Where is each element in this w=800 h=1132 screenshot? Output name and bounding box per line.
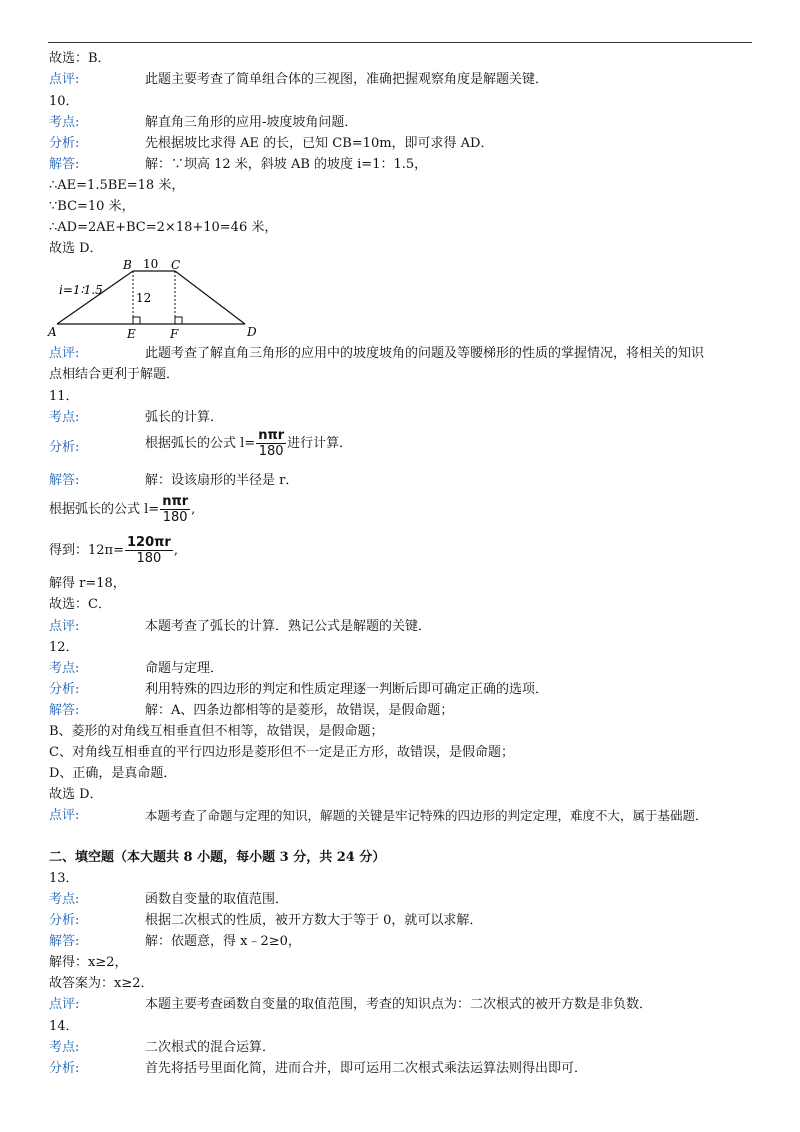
q11-step2-post: , [173,543,178,558]
q13-step: 故答案为：x≥2． [49,976,154,991]
point-label-e: E [127,327,136,341]
q11-step1-pre: 根据弧长的公式 l= [49,502,160,517]
q11-step2-pre: 得到：12π= [49,543,124,558]
point-label-d: D [247,325,257,339]
point-label-f: F [170,327,179,341]
point-label-b: B [123,258,132,272]
q13-topic: 函数自变量的取值范围． [145,892,289,907]
q10-topic: 解直角三角形的应用-坡度坡角问题． [145,115,358,130]
q14-topic: 二次根式的混合运算． [145,1040,276,1055]
q11-step2 [49,535,178,566]
q13-number: 13． [49,871,79,886]
q12-step: 故选 D． [49,787,103,802]
q9-comment-label: 点评: [49,72,80,87]
q14-analysis-label: 分析: [49,1061,80,1076]
q12-solution: 解：A、四条边都相等的是菱形，故错误，是假命题； [145,703,454,718]
q11-analysis-label: 分析: [49,440,80,455]
q10-step: ∴AD=2AE+BC=2×18+10=46 米， [49,220,278,235]
q13-solution: 解：依题意，得 x﹣2≥0， [145,934,301,949]
q11-comment: 本题考查了弧长的计算．熟记公式是解题的关键． [145,619,432,634]
q12-topic: 命题与定理． [145,661,224,676]
q10-step: 故选 D． [49,241,103,256]
q10-topic-label: 考点: [49,115,80,130]
q11-solution-label: 解答: [49,473,80,488]
q10-step: ∵BC=10 米， [49,199,135,214]
q13-step: 解得：x≥2， [49,955,128,970]
q12-step: D、正确，是真命题． [49,766,177,781]
top-rule [48,42,752,43]
q12-analysis-label: 分析: [49,682,80,697]
q10-number: 10． [49,94,79,109]
q12-step: C、对角线互相垂直的平行四边形是菱形但不一定是正方形，故错误，是假命题； [49,745,514,760]
top-length-label: 10 [143,257,159,271]
q9-answer: 故选：B． [49,51,111,66]
formula-numerator: 120πr [126,535,171,550]
q12-analysis: 利用特殊的四边形的判定和性质定理逐一判断后即可确定正确的选项． [145,682,549,697]
point-label-a: A [48,325,57,339]
point-label-c: C [171,258,181,272]
q13-solution-label: 解答: [49,934,80,949]
formula-numerator: nπr [258,428,285,443]
q10-solution: 解：∵坝高 12 米，斜坡 AB 的坡度 i=1：1.5， [145,157,428,172]
q13-comment: 本题主要考查函数自变量的取值范围，考查的知识点为：二次根式的被开方数是非负数． [145,997,653,1012]
q10-analysis-label: 分析: [49,136,80,151]
q11-topic: 弧长的计算． [145,410,224,425]
q10-step: ∴AE=1.5BE=18 米， [49,178,185,193]
q12-step: B、菱形的对角线互相垂直但不相等，故错误，是假命题； [49,724,384,739]
q12-topic-label: 考点: [49,661,80,676]
q14-topic-label: 考点: [49,1040,80,1055]
q11-solution: 解：设该扇形的半径是 r． [145,473,299,488]
q11-step4: 故选：C． [49,597,111,612]
q10-comment-cont: 点相结合更利于解题． [49,367,180,382]
q13-comment-label: 点评: [49,997,80,1012]
slope-label: i=1∶1.5 [59,283,103,297]
q11-analysis-pre: 根据弧长的公式 l= [145,436,256,451]
formula-denominator: 180 [136,551,162,566]
q11-comment-label: 点评: [49,619,80,634]
q12-solution-label: 解答: [49,703,80,718]
q13-topic-label: 考点: [49,892,80,907]
q12-number: 12． [49,640,79,655]
q10-solution-label: 解答: [49,157,80,172]
q14-number: 14． [49,1019,79,1034]
q12-comment-label: 点评: [49,808,80,823]
q11-number: 11． [49,389,79,404]
q11-topic-label: 考点: [49,410,80,425]
section-heading: 二、填空题（本大题共 8 小题，每小题 3 分，共 24 分） [49,850,386,865]
q11-step1-post: , [191,502,196,517]
arc-length-formula [160,494,190,525]
formula-numerator: nπr [162,494,189,509]
q11-step1 [49,494,195,525]
arc-length-formula [256,428,286,459]
q12-comment: 本题考查了命题与定理的知识，解题的关键是牢记特殊的四边形的判定定理，难度不大，属于基础题． [145,808,708,823]
substituted-formula [125,535,173,566]
height-label: 12 [136,291,152,305]
q9-comment: 此题主要考查了简单组合体的三视图，准确把握观察角度是解题关键． [145,72,549,87]
q14-analysis: 首先将括号里面化简，进而合并，即可运用二次根式乘法运算法则得出即可． [145,1061,588,1076]
q10-analysis: 先根据坡比求得 AE 的长，已知 CB=10m，即可求得 AD． [145,136,494,151]
formula-denominator: 180 [162,510,188,525]
trapezoid-figure [45,256,270,342]
formula-denominator: 180 [258,444,284,459]
q10-comment: 此题考查了解直角三角形的应用中的坡度坡角的问题及等腰梯形的性质的掌握情况，将相关的知识 [145,346,705,361]
q11-analysis-post: 进行计算． [287,436,353,451]
q11-step3: 解得 r=18， [49,576,126,591]
q13-analysis: 根据二次根式的性质，被开方数大于等于 0，就可以求解． [145,913,483,928]
q13-analysis-label: 分析: [49,913,80,928]
q10-comment-label: 点评: [49,346,80,361]
q11-analysis [145,428,352,459]
